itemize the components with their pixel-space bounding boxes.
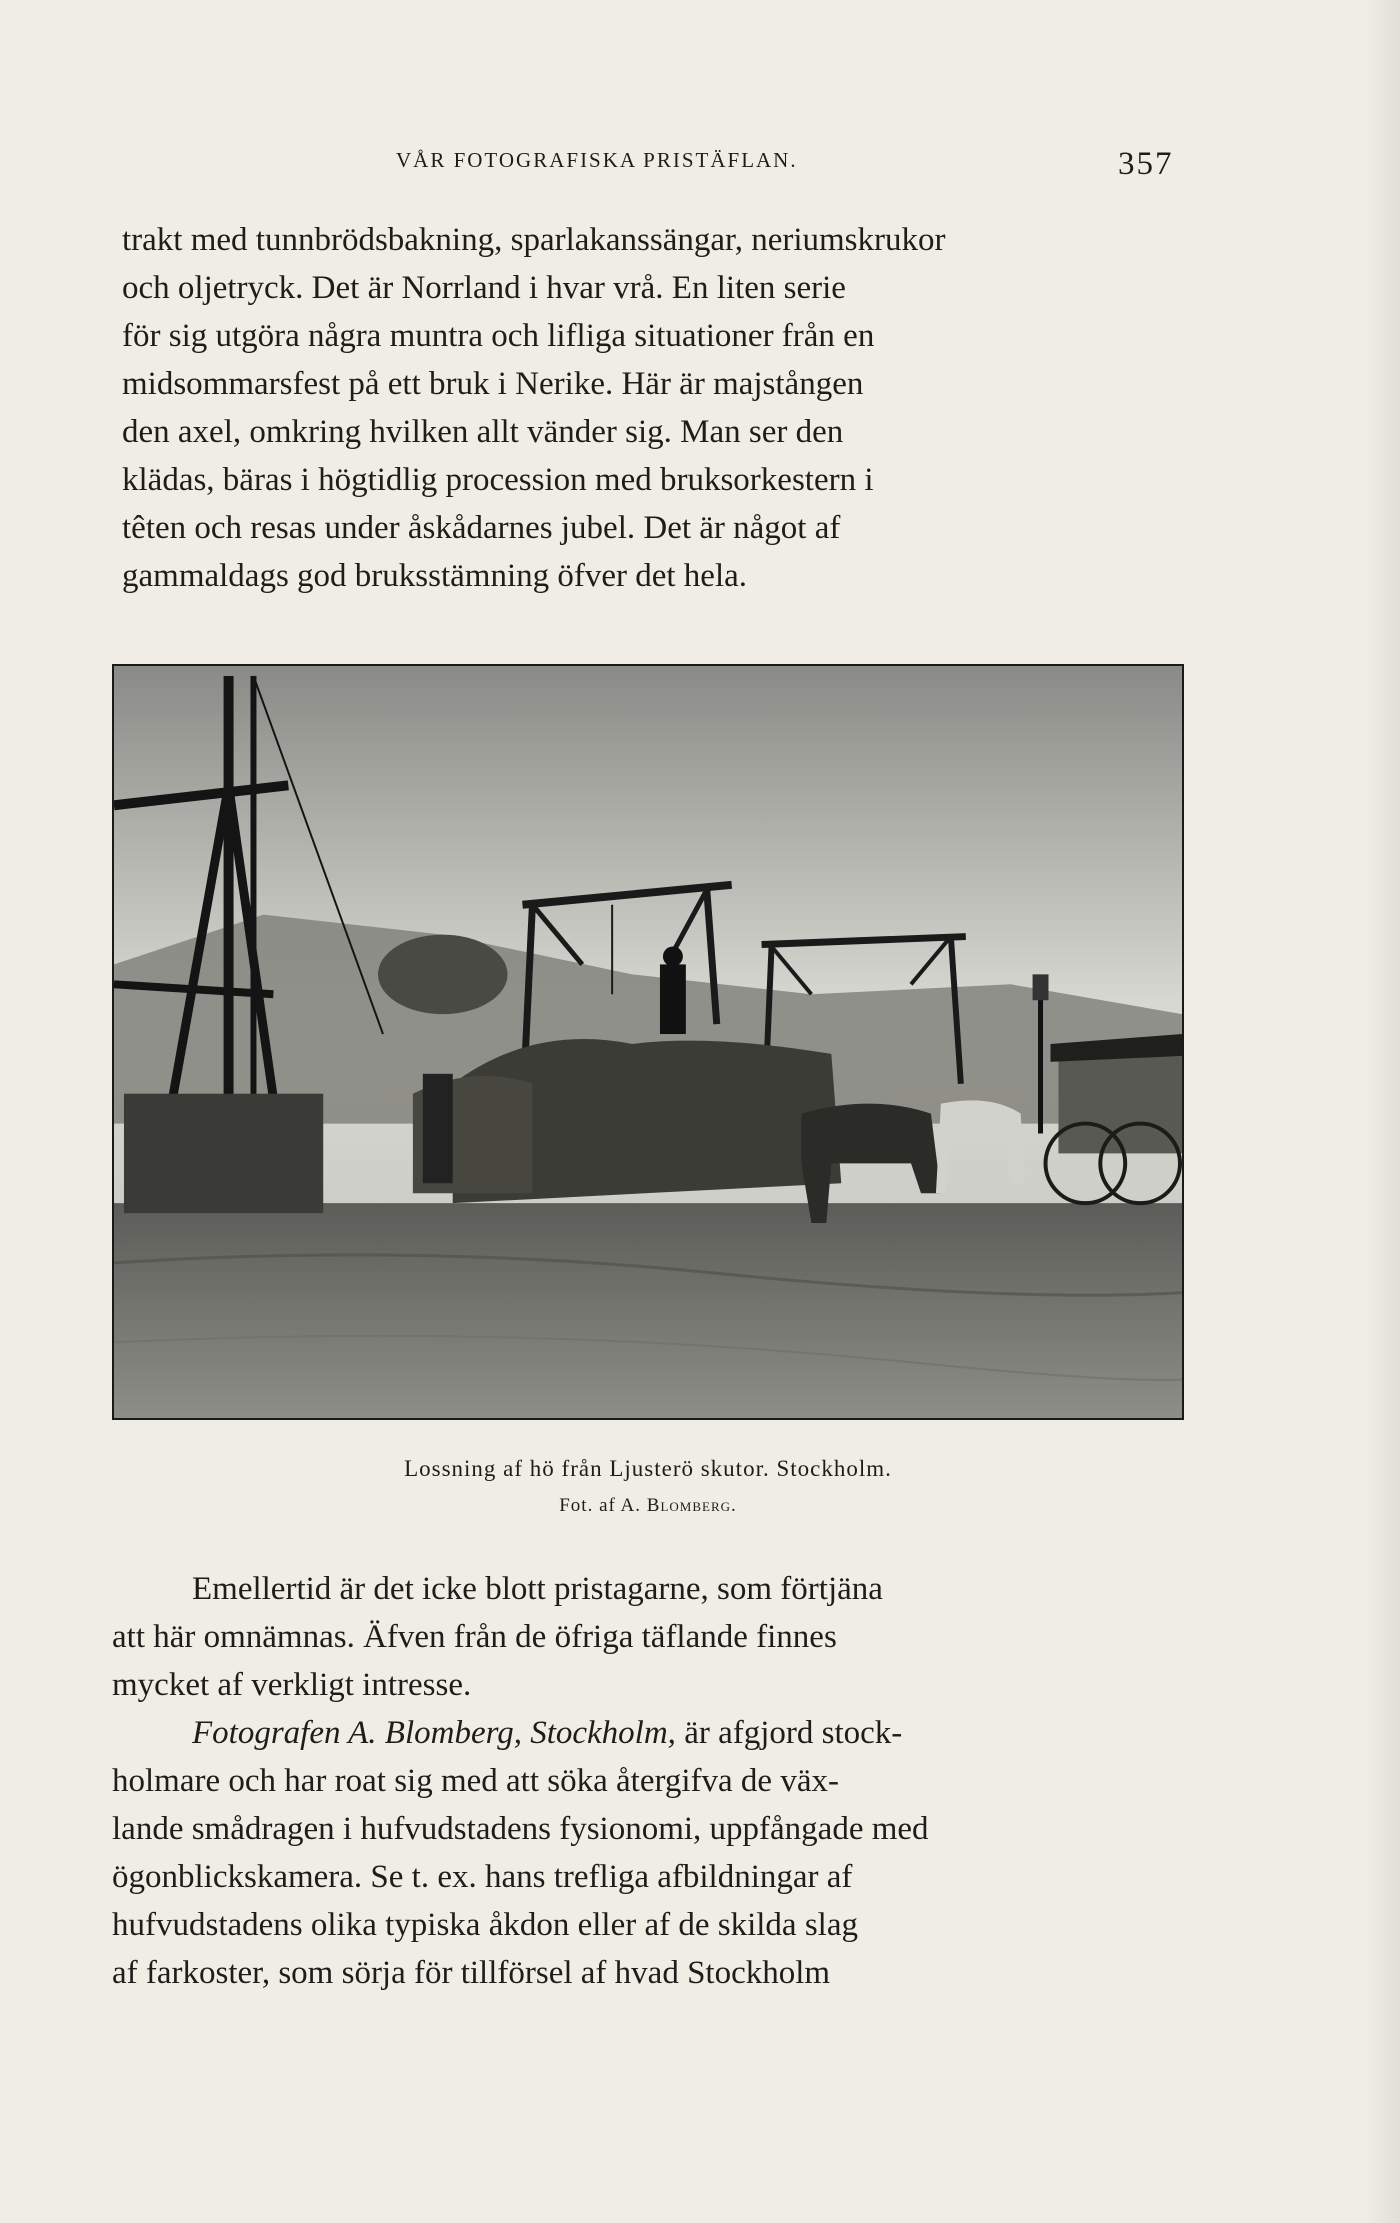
figure-caption: Lossning af hö från Ljusterö skutor. Stockholm. bbox=[404, 1456, 892, 1481]
text-line: af farkoster, som sörja för tillförsel af hvad Stockholm bbox=[112, 1955, 831, 1991]
page-edge-shadow bbox=[1364, 0, 1400, 2223]
paragraph-1 bbox=[122, 216, 1182, 600]
italic-name: Fotografen A. Blomberg, Stockholm, bbox=[192, 1715, 676, 1751]
credit-prefix: Fot. af A. bbox=[559, 1495, 642, 1516]
text-line: ögonblickskamera. Se t. ex. hans trefliga afbildningar af bbox=[112, 1859, 853, 1895]
text-line: den axel, omkring hvilken allt vänder sig. Man ser den bbox=[122, 414, 844, 450]
text-line: gammaldags god bruksstämning öfver det hela. bbox=[122, 558, 748, 594]
text-line: för sig utgöra några muntra och lifliga situationer från en bbox=[122, 318, 875, 354]
text-line: midsommarsfest på ett bruk i Nerike. Här är majstången bbox=[122, 366, 864, 402]
photographer-name: Blomberg. bbox=[646, 1495, 737, 1516]
halftone-photograph bbox=[112, 664, 1184, 1420]
text-line: klädas, bäras i högtidlig procession med bruksorkestern i bbox=[122, 462, 874, 498]
text-line: trakt med tunnbrödsbakning, sparlakanssängar, neriumskrukor bbox=[122, 222, 946, 258]
text-line: têten och resas under åskådarnes jubel. Det är något af bbox=[122, 510, 841, 546]
page-number: 357 bbox=[1118, 146, 1174, 182]
text-line: hufvudstadens olika typiska åkdon eller af de skilda slag bbox=[112, 1907, 858, 1943]
photo-credit bbox=[112, 1495, 1184, 1517]
paragraph-2 bbox=[112, 1565, 1174, 1997]
text-line: att här omnämnas. Äfven från de öfriga täflande finnes bbox=[112, 1619, 837, 1655]
text-line: holmare och har roat sig med att söka återgifva de väx- bbox=[112, 1763, 839, 1799]
text-line: mycket af verkligt intresse. bbox=[112, 1667, 472, 1703]
text-line: och oljetryck. Det är Norrland i hvar vrå. En liten serie bbox=[122, 270, 846, 306]
harbor-scene-image bbox=[114, 666, 1182, 1418]
running-head: VÅR FOTOGRAFISKA PRISTÄFLAN. bbox=[396, 148, 798, 172]
text-fragment: är afgjord stock- bbox=[684, 1715, 903, 1751]
text-line-with-italic-lead bbox=[112, 1709, 1174, 1757]
text-line: lande smådragen i hufvudstadens fysionomi, uppfångade med bbox=[112, 1811, 929, 1847]
text-line: Emellertid är det icke blott pristagarne, som förtjäna bbox=[192, 1571, 883, 1607]
